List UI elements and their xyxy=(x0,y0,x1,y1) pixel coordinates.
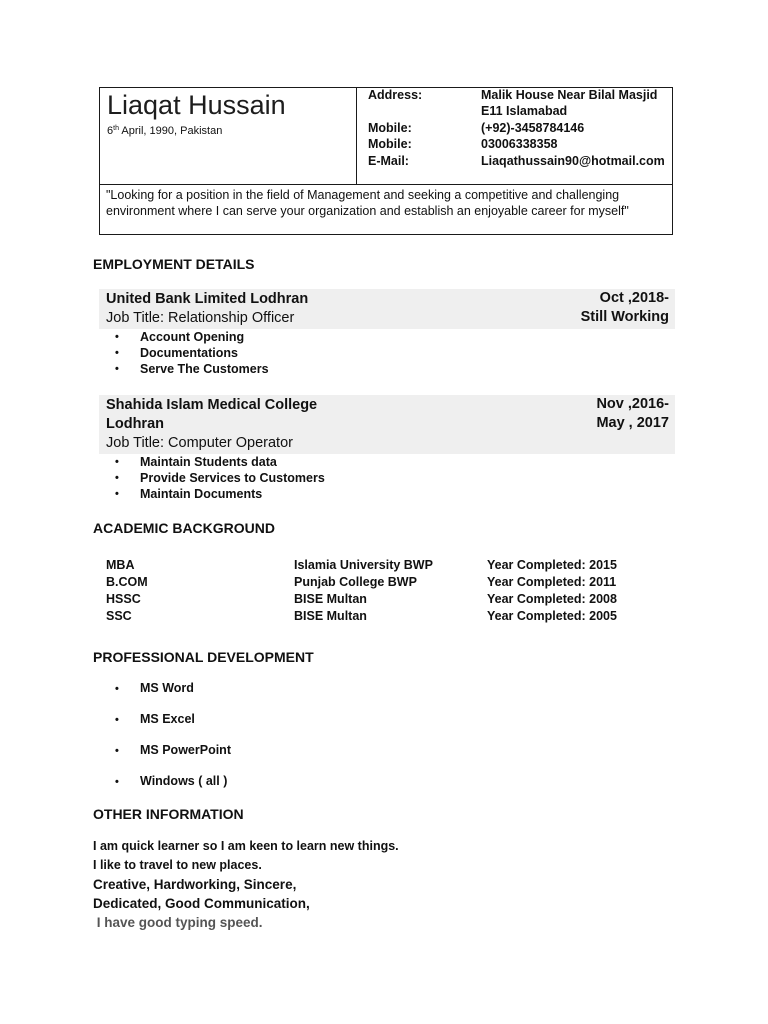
academic-section-title: ACADEMIC BACKGROUND xyxy=(93,520,275,536)
year-cell: Year Completed: 2011 xyxy=(487,575,617,589)
job-company-line-2: Lodhran xyxy=(106,416,164,432)
list-item xyxy=(115,454,325,470)
list-item xyxy=(115,361,269,377)
duty-text: Account Opening xyxy=(140,330,245,344)
job-title: Job Title: Computer Operator xyxy=(106,435,293,451)
career-objective: "Looking for a position in the field of Management and seeking a competitive and challenging environment where I can serve your organization and establish an enjoyable career for myself" xyxy=(106,188,629,218)
table-row xyxy=(106,557,666,574)
job-entry-1 xyxy=(99,289,675,329)
bullet-icon: • xyxy=(115,488,119,500)
list-item xyxy=(115,345,269,361)
list-item xyxy=(115,681,194,695)
year-cell: Year Completed: 2015 xyxy=(487,558,617,572)
table-row xyxy=(106,608,666,625)
skill-text: MS Excel xyxy=(140,712,195,726)
table-row xyxy=(106,574,666,591)
list-item xyxy=(115,470,325,486)
mobile-value-2: 03006338358 xyxy=(481,137,558,151)
bullet-icon: • xyxy=(115,456,119,468)
institute-cell: BISE Multan xyxy=(294,592,367,606)
mobile-label-1: Mobile: xyxy=(368,121,412,135)
address-line-1: Malik House Near Bilal Masjid xyxy=(481,88,658,102)
header-divider-vertical xyxy=(356,88,357,184)
degree-cell: B.COM xyxy=(106,575,148,589)
address-label: Address: xyxy=(368,88,423,102)
job-date-start: Nov ,2016- xyxy=(596,396,669,412)
header-divider-horizontal xyxy=(100,184,672,185)
academic-table xyxy=(106,557,666,625)
other-line: Creative, Hardworking, Sincere, xyxy=(93,877,297,892)
email-label: E-Mail: xyxy=(368,154,409,168)
list-item xyxy=(115,329,269,345)
table-row xyxy=(106,591,666,608)
skill-text: MS PowerPoint xyxy=(140,743,231,757)
bullet-icon: • xyxy=(115,745,119,757)
employment-section-title: EMPLOYMENT DETAILS xyxy=(93,256,255,272)
bullet-icon: • xyxy=(115,776,119,788)
mobile-label-2: Mobile: xyxy=(368,137,412,151)
job-company: Shahida Islam Medical College xyxy=(106,397,318,413)
degree-cell: HSSC xyxy=(106,592,141,606)
bullet-icon: • xyxy=(115,472,119,484)
bullet-icon: • xyxy=(115,683,119,695)
list-item xyxy=(115,712,195,726)
dob-suffix: th xyxy=(113,125,119,132)
address-line-2: E11 Islamabad xyxy=(481,104,568,118)
skill-text: Windows ( all ) xyxy=(140,774,228,788)
dob-day: 6 xyxy=(107,125,114,137)
bullet-icon: • xyxy=(115,363,119,375)
email-value[interactable]: Liaqathussain90@hotmail.com xyxy=(481,154,665,168)
duty-text: Maintain Students data xyxy=(140,455,277,469)
institute-cell: Punjab College BWP xyxy=(294,575,417,589)
other-line: I am quick learner so I am keen to learn new things. xyxy=(93,839,399,853)
degree-cell: SSC xyxy=(106,609,132,623)
date-of-birth xyxy=(107,125,222,137)
bullet-icon: • xyxy=(115,331,119,343)
duty-text: Documentations xyxy=(140,346,238,360)
mobile-value-1: (+92)-3458784146 xyxy=(481,121,585,135)
job-title: Job Title: Relationship Officer xyxy=(106,310,295,326)
list-item xyxy=(115,774,227,788)
other-line: Dedicated, Good Communication, xyxy=(93,896,310,911)
list-item xyxy=(115,743,231,757)
header-box xyxy=(99,87,673,235)
skill-text: MS Word xyxy=(140,681,194,695)
other-section-title: OTHER INFORMATION xyxy=(93,806,244,822)
job-date-end: May , 2017 xyxy=(596,415,669,431)
job-1-duties xyxy=(115,329,269,377)
job-entry-2 xyxy=(99,395,675,454)
institute-cell: Islamia University BWP xyxy=(294,558,433,572)
duty-text: Serve The Customers xyxy=(140,362,269,376)
job-date-start: Oct ,2018- xyxy=(599,290,669,306)
institute-cell: BISE Multan xyxy=(294,609,367,623)
year-cell: Year Completed: 2008 xyxy=(487,592,617,606)
job-2-duties xyxy=(115,454,325,502)
professional-section-title: PROFESSIONAL DEVELOPMENT xyxy=(93,649,314,665)
bullet-icon: • xyxy=(115,714,119,726)
other-line: I like to travel to new places. xyxy=(93,858,262,872)
year-cell: Year Completed: 2005 xyxy=(487,609,617,623)
dob-rest: April, 1990, Pakistan xyxy=(118,125,223,137)
duty-text: Maintain Documents xyxy=(140,487,263,501)
bullet-icon: • xyxy=(115,347,119,359)
job-company: United Bank Limited Lodhran xyxy=(106,291,309,307)
job-date-end: Still Working xyxy=(580,309,669,325)
list-item xyxy=(115,486,325,502)
degree-cell: MBA xyxy=(106,558,135,572)
other-line: I have good typing speed. xyxy=(93,915,263,930)
duty-text: Provide Services to Customers xyxy=(140,471,325,485)
candidate-name: Liaqat Hussain xyxy=(107,90,286,120)
